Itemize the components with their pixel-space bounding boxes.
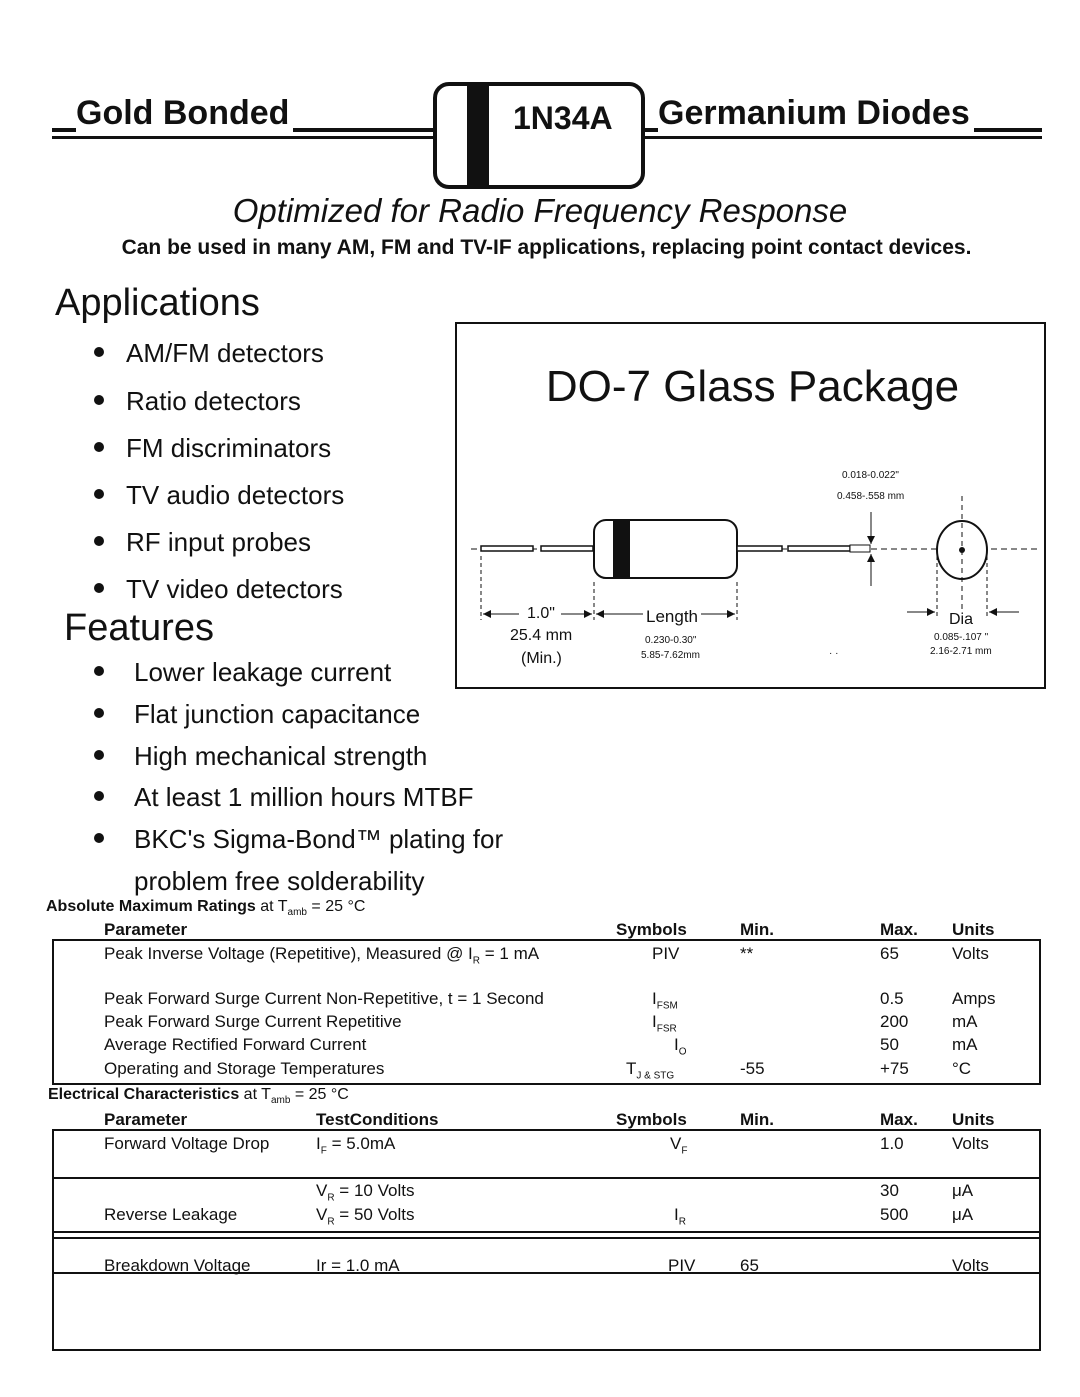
wire-dia-mm: 0.458-.558 mm (837, 491, 905, 502)
lead-length-in: 1.0" (527, 605, 555, 622)
body-length-label: Length (646, 607, 698, 626)
list-item: TV audio detectors (94, 480, 344, 511)
abs-max-caption: Absolute Maximum Ratings at $T_{amb} = 25$ °C (46, 898, 366, 919)
abs-header-units: Units (952, 920, 995, 939)
abs-header-max: Max. (880, 920, 918, 939)
elec-row-divider (52, 1231, 1041, 1233)
package-drawing-box (455, 322, 1046, 689)
abs-header-min: Min. (740, 920, 774, 939)
list-item: FM discriminators (94, 433, 331, 464)
bullet-icon (94, 347, 104, 357)
elec-row-divider (52, 1177, 1041, 1179)
elec-caption: Electrical Characteristics at $T_{amb} = 25$ °C (48, 1086, 349, 1107)
header-diode-graphic (433, 82, 645, 189)
elec-header-units: Units (952, 1110, 995, 1129)
bullet-icon (94, 750, 104, 760)
wire-dia-in: 0.018-0.022" (842, 470, 899, 481)
subtitle: Optimized for Radio Frequency Response (232, 192, 848, 229)
list-item: Lower leakage current (94, 657, 391, 688)
bullet-icon (94, 442, 104, 452)
list-item: BKC's Sigma-Bond™ plating for (94, 824, 503, 855)
bullet-icon (94, 489, 104, 499)
dia-mm: 2.16-2.71 mm (930, 646, 992, 657)
bullet-icon (94, 666, 104, 676)
stray-mark: · · (829, 648, 839, 659)
tagline: Can be used in many AM, FM and TV-IF applications, replacing point contact devices. (121, 236, 972, 259)
applications-title: Applications (55, 282, 260, 324)
list-item-continued: problem free solderability (134, 866, 425, 896)
part-number: 1N34A (513, 100, 613, 136)
bullet-icon (94, 833, 104, 843)
features-title: Features (64, 607, 214, 649)
lead-length-min: (Min.) (521, 650, 562, 667)
abs-header-symbols: Symbols (616, 920, 687, 939)
header-left-title: Gold Bonded (76, 94, 293, 133)
elec-header-symbols: Symbols (616, 1110, 687, 1129)
bullet-icon (94, 536, 104, 546)
body-length-in: 0.230-0.30" (645, 635, 697, 646)
elec-header-max: Max. (880, 1110, 918, 1129)
list-item: AM/FM detectors (94, 338, 324, 369)
lead-length-mm: 25.4 mm (510, 627, 573, 644)
list-item: Flat junction capacitance (94, 699, 420, 730)
bullet-icon (94, 791, 104, 801)
dia-in: 0.085-.107 " (934, 632, 989, 643)
elec-row-divider (52, 1237, 1041, 1239)
list-item: TV video detectors (94, 574, 343, 605)
bullet-icon (94, 395, 104, 405)
elec-header-test: TestConditions (316, 1110, 439, 1129)
package-title: DO-7 Glass Package (545, 362, 960, 411)
list-item: Ratio detectors (94, 386, 301, 417)
dia-label: Dia (949, 611, 974, 628)
list-item: High mechanical strength (94, 741, 427, 772)
elec-header-parameter: Parameter (104, 1110, 188, 1129)
list-item: RF input probes (94, 527, 311, 558)
elec-header-min: Min. (740, 1110, 774, 1129)
header-right-title: Germanium Diodes (658, 94, 974, 133)
elec-table (52, 1129, 1041, 1351)
bullet-icon (94, 708, 104, 718)
cathode-band (467, 86, 489, 185)
list-item: At least 1 million hours MTBF (94, 782, 474, 813)
bullet-icon (94, 583, 104, 593)
abs-header-parameter: Parameter (104, 920, 188, 939)
body-length-mm: 5.85-7.62mm (641, 650, 700, 661)
